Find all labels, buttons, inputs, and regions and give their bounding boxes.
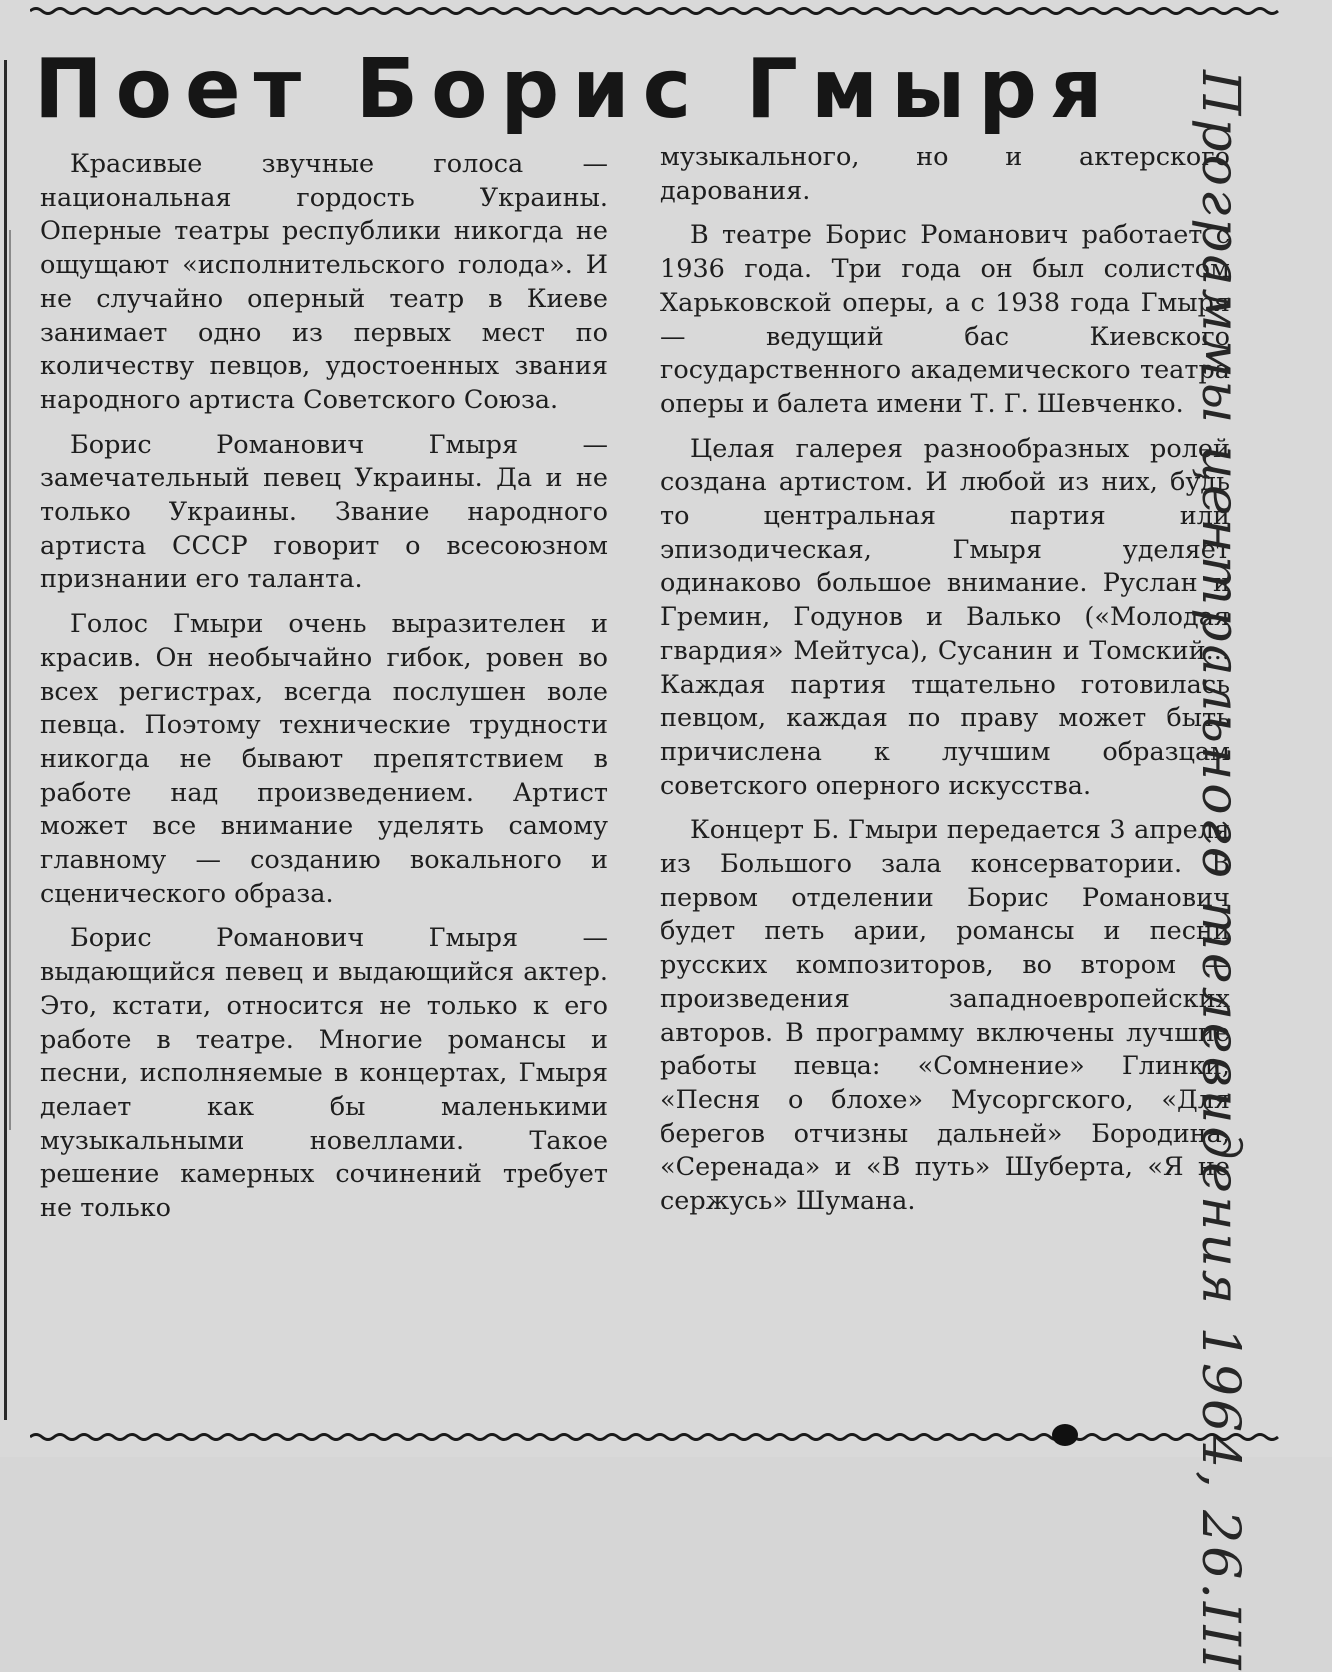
paragraph: Красивые звучные голоса — национальная гордость Украины. Оперные театры республики никогда не ощущают «исполнительского голода». И не случайно оперный театр в Киеве занимает одно из первых мест по количеству певцов, удостоенных звания народного артиста Советского Союза. — [40, 149, 608, 415]
paragraph: Голос Гмыри очень выразителен и красив. Он необычайно гибок, ровен во всех регистрах, всегда послушен воле певца. Поэтому технические трудности никогда не бывают препятствием в работе над произведением. Артист может все внимание уделять самому главному — созданию вокального и сценического образа. — [40, 609, 608, 909]
paragraph: Борис Романович Гмыря — замечательный певец Украины. Да и не только Украины. Звание народного артиста СССР говорит о всесоюзном признании его таланта. — [40, 429, 608, 595]
handwritten-annotation — [1190, 70, 1320, 1672]
paragraph-continued: музыкального, но и актерского дарования. — [660, 142, 1230, 206]
paragraph: Целая галерея разнообразных ролей создана артистом. И любой из них, будь то центральная партия или эпизодическая, Гмыря уделяет одинаково большое внимание. Руслан и Гремин, Годунов и Валько («Молодая гвардия» Мейтуса), Сусанин и Томский... Каждая партия тщательно готовилась певцом, каждая по праву может быть причислена к лучшим образцам советского оперного искусства. — [660, 433, 1230, 801]
article-headline: Поет Борис Гмыря — [34, 42, 1116, 137]
paragraph: Концерт Б. Гмыри передается 3 апреля из Большого зала консерватории. В первом отделении Борис Романович будет петь арии, романсы и песни русских композиторов, во втором — произведения западноевропейских авторов. В программу включены лучшие работы певца: «Сомнение» Глинки, «Песня о блохе» Мусоргского, «Для берегов отчизны дальней» Бородина, «Серенада» и «В путь» Шуберта, «Я не сержусь» Шумана. — [660, 815, 1230, 1217]
handwritten-note-text: Программы центрального телевидения 1964, 26.III — [1190, 70, 1250, 1672]
left-edge-shadow — [9, 230, 11, 1130]
paragraph: Борис Романович Гмыря — выдающийся певец и выдающийся актер. Это, кстати, относится не только к его работе в театре. Многие романсы и песни, исполняемые в концертах, Гмыря делает как бы маленькими музыкальными новеллами. Такое решение камерных сочинений требует не только — [40, 923, 608, 1224]
right-text-column — [660, 141, 1230, 1230]
left-column-rule — [4, 60, 7, 1420]
ink-blot — [1052, 1424, 1078, 1446]
bottom-wavy-border — [30, 1432, 1280, 1442]
paragraph: В театре Борис Романович работает с 1936 года. Три года он был солистом Харьковской оперы, а с 1938 года Гмыря — ведущий бас Киевского государственного академического театра оперы и балета имени Т. Г. Шевченко. — [660, 220, 1230, 419]
left-text-column — [40, 148, 608, 1237]
top-wavy-border — [30, 6, 1280, 16]
